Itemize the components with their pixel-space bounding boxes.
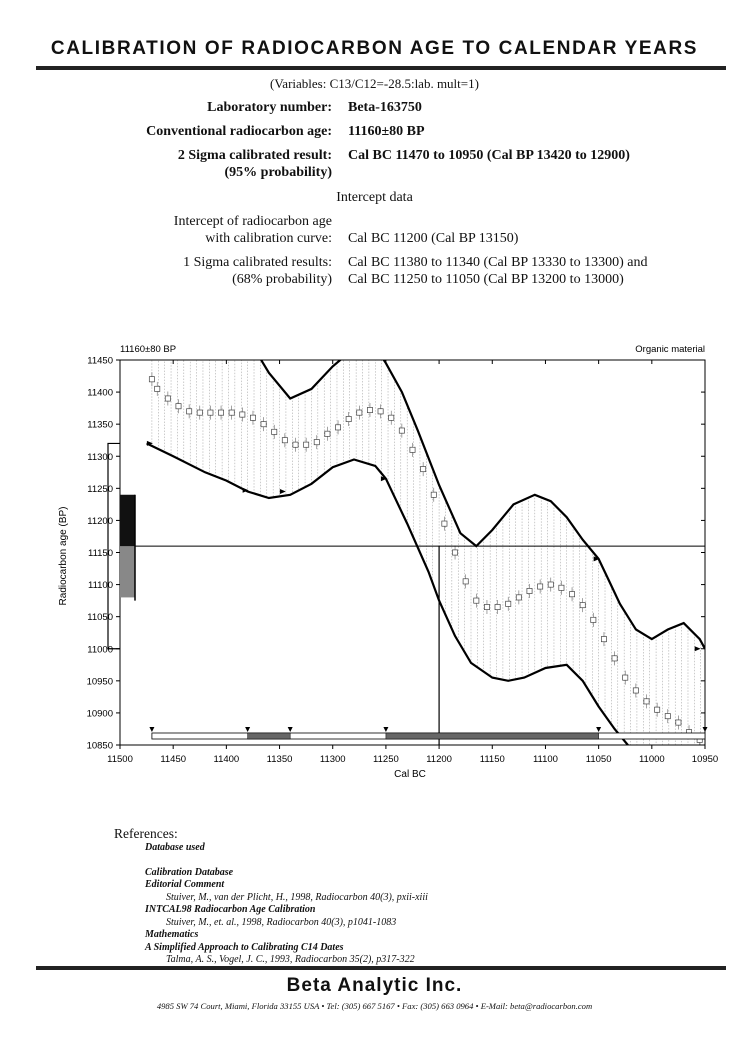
marker-point (208, 410, 213, 415)
intercept-heading: Intercept data (336, 190, 413, 205)
y-tick-label: 11000 (87, 644, 113, 656)
y-tick-label: 10850 (86, 740, 113, 752)
marker-point (452, 550, 457, 555)
age-one-sigma-lower (120, 546, 135, 597)
chart-title-left: 11160±80 BP (120, 344, 177, 355)
x-tick-label: 11200 (426, 754, 452, 765)
sigma-boundary-marker (288, 727, 293, 732)
marker-point (612, 656, 617, 661)
marker-point (197, 410, 202, 415)
y-tick-label: 10950 (86, 676, 113, 688)
marker-point (601, 637, 606, 642)
x-tick-label: 11350 (266, 754, 293, 765)
marker-point (399, 428, 404, 433)
y-tick-label: 10900 (86, 708, 113, 720)
marker-point (559, 585, 564, 590)
marker-point (421, 466, 426, 471)
marker-point (314, 440, 319, 445)
lab-number-value: Beta-163750 (348, 100, 422, 115)
company-name: Beta Analytic Inc. (286, 975, 463, 996)
marker-point (272, 429, 277, 434)
y-tick-label: 11300 (87, 451, 113, 463)
marker-point (389, 415, 394, 420)
marker-point (378, 409, 383, 414)
marker-point (580, 603, 585, 608)
chart-title-right: Organic material (635, 344, 705, 355)
x-tick-label: 11450 (160, 754, 187, 765)
y-tick-label: 11250 (87, 483, 113, 495)
y-tick-label: 11450 (87, 355, 113, 367)
marker-point (538, 584, 543, 589)
marker-point (623, 675, 628, 680)
x-axis-label: Cal BC (394, 769, 426, 780)
marker-point (155, 386, 160, 391)
marker-point (506, 601, 511, 606)
sigma-boundary-marker (383, 727, 388, 732)
intercept-label-2: with calibration curve: (205, 231, 332, 246)
intercept-label: Intercept of radiocarbon age (173, 214, 332, 229)
page-title: CALIBRATION OF RADIOCARBON AGE TO CALENDAR YEARS (50, 38, 699, 59)
marker-series (149, 372, 702, 747)
variables-line: (Variables: C13/C12=-28.5:lab. mult=1) (270, 76, 479, 91)
reference-line: Stuiver, M., et. al., 1998, Radiocarbon 40(3), p1041-1083 (166, 916, 397, 928)
lower-calibration-curve (147, 443, 631, 748)
reference-line: A Simplified Approach to Calibrating C14 Dates (145, 941, 344, 953)
reference-line: Talma, A. S., Vogel, J. C., 1993, Radiocarbon 35(2), p317-322 (166, 954, 415, 965)
sigma-boundary-marker (703, 727, 708, 732)
one-sigma-label: 1 Sigma calibrated results: (183, 255, 332, 270)
marker-point (229, 410, 234, 415)
one-sigma-bar (386, 733, 599, 739)
sigma-boundary-marker (596, 727, 601, 732)
marker-point (346, 416, 351, 421)
two-sigma-value: Cal BC 11470 to 10950 (Cal BP 13420 to 12900) (348, 148, 630, 163)
upper-calibration-curve (152, 330, 705, 649)
x-tick-label: 11250 (373, 754, 399, 765)
reference-list (114, 867, 428, 967)
x-tick-label: 11000 (638, 754, 665, 765)
footer-rule (36, 966, 726, 970)
x-tick-label: 11500 (107, 754, 133, 765)
reference-line: INTCAL98 Radiocarbon Age Calibration (145, 904, 316, 915)
y-tick-label: 11200 (87, 515, 113, 527)
marker-point (261, 422, 266, 427)
reference-line: Editorial Comment (145, 879, 225, 890)
marker-point (176, 404, 181, 409)
marker-point (282, 438, 287, 443)
intercept-value: Cal BC 11200 (Cal BP 13150) (348, 231, 519, 246)
references-heading: References: (114, 826, 178, 841)
marker-point (655, 707, 660, 712)
plot-layer (87, 330, 719, 765)
y-axis-label: Radiocarbon age (BP) (58, 506, 69, 606)
one-sigma-value-1: Cal BC 11380 to 11340 (Cal BP 13330 to 13300) and (348, 255, 648, 270)
x-tick-label: 11300 (319, 754, 346, 765)
lab-number-label: Laboratory number: (207, 100, 332, 115)
marker-point (410, 447, 415, 452)
reference-line: Mathematics (145, 929, 199, 940)
x-tick-label: 11400 (213, 754, 240, 765)
age-one-sigma-upper (120, 495, 135, 546)
marker-point (367, 407, 372, 412)
marker-point (240, 412, 245, 417)
conventional-age-label: Conventional radiocarbon age: (146, 124, 332, 139)
marker-point (218, 410, 223, 415)
reference-line: Calibration Database (145, 866, 234, 878)
marker-point (516, 595, 521, 600)
header-rule (36, 66, 726, 70)
marker-point (474, 598, 479, 603)
marker-point (442, 521, 447, 526)
two-sigma-label: 2 Sigma calibrated result: (177, 148, 332, 163)
marker-point (527, 588, 532, 593)
curve-marker (280, 489, 286, 494)
sigma-boundary-marker (149, 727, 154, 732)
y-tick-label: 11150 (87, 548, 113, 559)
references (114, 826, 428, 967)
marker-point (357, 410, 362, 415)
marker-point (548, 582, 553, 587)
marker-point (633, 688, 638, 693)
envelope-hatching (152, 330, 701, 748)
x-tick-label: 11100 (532, 754, 558, 765)
y-tick-label: 11100 (87, 580, 113, 592)
x-tick-label: 11150 (479, 754, 505, 765)
x-tick-label: 11050 (585, 754, 612, 765)
calibration-chart (0, 330, 749, 790)
marker-point (569, 592, 574, 597)
marker-point (676, 720, 681, 725)
database-used: Database used (145, 842, 205, 853)
one-sigma-bar (248, 733, 291, 739)
reference-line: Stuiver, M., van der Plicht, H., 1998, Radiocarbon 40(3), pxii-xiii (166, 891, 428, 903)
marker-point (431, 492, 436, 497)
y-tick-label: 11400 (87, 387, 113, 399)
sigma-boundary-marker (245, 727, 250, 732)
marker-point (495, 604, 500, 609)
y-tick-label: 11350 (87, 419, 113, 431)
curve-marker (695, 646, 701, 651)
y-tick-label: 11050 (87, 612, 113, 624)
marker-point (304, 442, 309, 447)
x-tick-label: 10950 (691, 754, 719, 765)
marker-point (293, 442, 298, 447)
marker-point (165, 396, 170, 401)
marker-point (484, 604, 489, 609)
marker-point (149, 377, 154, 382)
marker-point (463, 579, 468, 584)
conventional-age-value: 11160±80 BP (348, 124, 425, 139)
marker-point (665, 714, 670, 719)
one-sigma-probability-label: (68% probability) (232, 272, 332, 287)
marker-point (591, 617, 596, 622)
marker-point (335, 425, 340, 430)
marker-point (325, 431, 330, 436)
marker-point (187, 409, 192, 414)
one-sigma-value-2: Cal BC 11250 to 11050 (Cal BP 13200 to 13000) (348, 272, 624, 287)
two-sigma-probability-label: (95% probability) (224, 165, 332, 180)
marker-point (250, 415, 255, 420)
company-address: 4985 SW 74 Court, Miami, Florida 33155 USA • Tel: (305) 667 5167 • Fax: (305) 663 0964 • E-Mail: beta@radiocarbon.com (156, 1001, 593, 1011)
marker-point (644, 699, 649, 704)
